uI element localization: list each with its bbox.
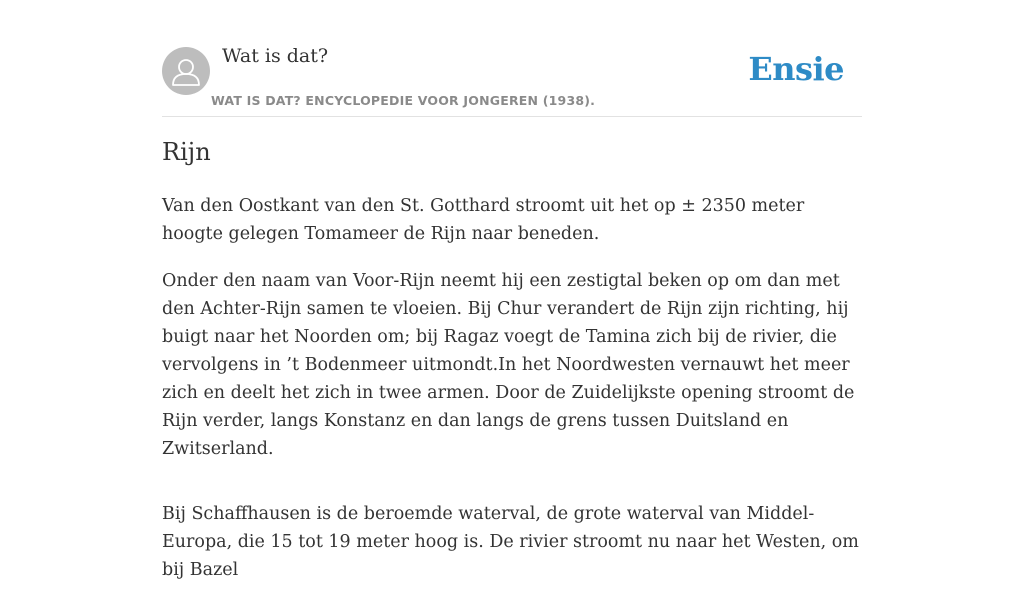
avatar[interactable] — [162, 47, 210, 95]
user-icon — [162, 47, 210, 95]
article-title: Rijn — [162, 138, 211, 166]
article-body — [162, 192, 862, 603]
article-paragraph: Bij Schaffhausen is de beroemde waterval, de grote waterval van Middel-Europa, die 15 tot 19 meter hoog is. De rivier stroomt nu naar het Westen, om bij Bazel — [162, 504, 859, 580]
article-header — [162, 0, 862, 117]
article-paragraph: Onder den naam van Voor-Rijn neemt hij een zestigtal beken op om dan met den Achter-Rijn samen te vloeien. Bij Chur verandert de Rijn zijn richting, hij buigt naar het Noorden om; bij Ragaz voegt de Tamina zich bij de rivier, die vervolgens in ’t Bodenmeer uitmondt.In het Noordwesten vernauwt het meer zich en deelt het zich in twee armen. Door de Zuidelijkste opening stroomt de Rijn verder, langs Konstanz en dan langs de grens tussen Duitsland en Zwitserland. — [162, 271, 855, 459]
ensie-logo[interactable]: Ensie — [748, 50, 844, 88]
source-label[interactable]: WAT IS DAT? ENCYCLOPEDIE VOOR JONGEREN (1938). — [211, 93, 596, 108]
article-page — [162, 0, 862, 580]
author-name[interactable]: Wat is dat? — [222, 45, 329, 67]
article-paragraph: Van den Oostkant van den St. Gotthard stroomt uit het op ± 2350 meter hoogte gelegen Tomameer de Rijn naar beneden. — [162, 196, 805, 244]
